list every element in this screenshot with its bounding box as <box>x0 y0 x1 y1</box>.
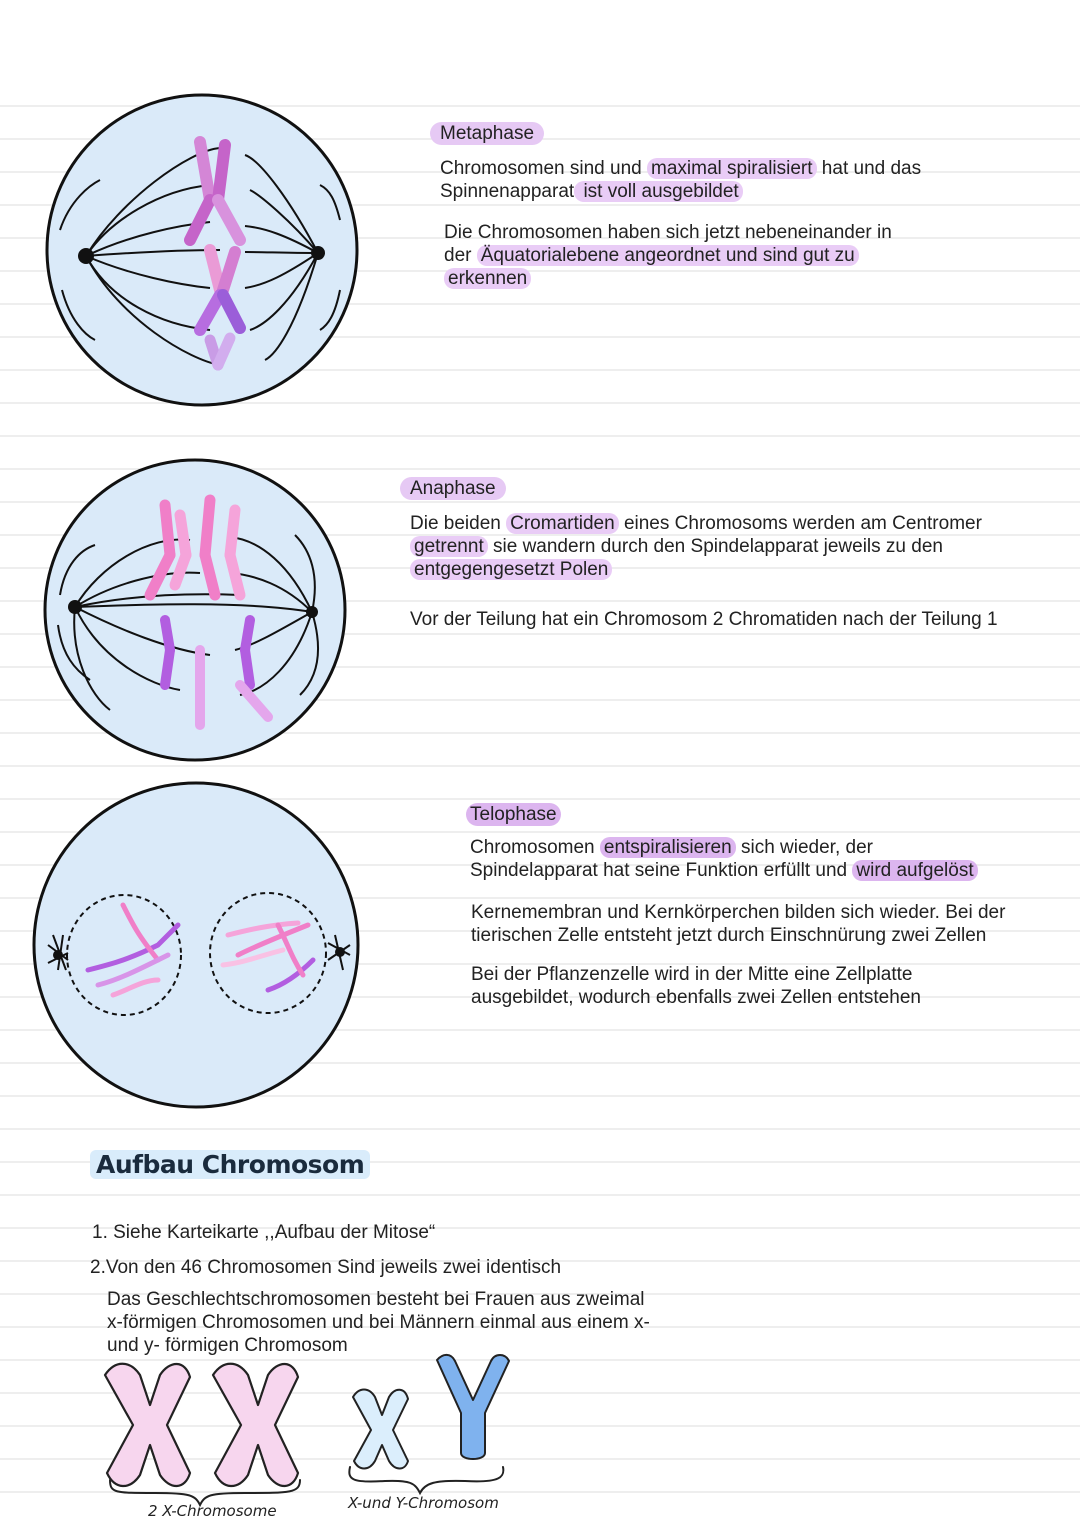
telophase-text-2: Kernemembran und Kernkörperchen bilden sich wieder. Bei der tierischen Zelle entsteht jetzt durch Einschnürung zwei Zellen <box>471 902 1006 946</box>
metaphase-text-1: Chromosomen sind und maximal spiralisiert hat und das Spinnenapparat ist voll ausgebildet <box>440 158 922 202</box>
aufbau-paragraph: Das Geschlechtschromosomen besteht bei Frauen aus zweimal x-förmigen Chromosomen und bei Männern einmal aus einem x- und y- förmigen Chromosom <box>107 1289 650 1356</box>
metaphase-title: Metaphase <box>430 122 544 145</box>
anaphase-text-1: Die beiden Cromartiden eines Chromosoms werden am Centromer getrennt sie wandern durch den Spindelapparat jeweils zu den entgegengesetzt Polen <box>410 513 982 580</box>
aufbau-title: Aufbau Chromosom <box>90 1150 370 1179</box>
telophase-title: Telophase <box>466 803 561 826</box>
telophase-cell-drawing <box>28 785 368 1105</box>
y-chromosome-blue <box>437 1355 509 1459</box>
anaphase-cell-drawing <box>40 455 360 775</box>
caption-x-and-y-chromosome: X-und Y-Chromosom <box>348 1494 499 1512</box>
metaphase-cell-drawing <box>40 90 370 420</box>
telophase-text-1: Chromosomen entspiralisieren sich wieder, der Spindelapparat hat seine Funktion erfüllt und wird aufgelöst <box>470 836 978 882</box>
metaphase-text-2: Die Chromosomen haben sich jetzt nebeneinander in der Äquatorialebene angeordnet und sind gut zu erkennen <box>444 222 892 289</box>
aufbau-item-1: 1. Siehe Karteikarte ,,Aufbau der Mitose“ <box>92 1222 436 1243</box>
caption-two-x-chromosomes: 2 X-Chromosome <box>148 1502 277 1520</box>
x-chromosome-pink-1 <box>105 1364 190 1486</box>
anaphase-title: Anaphase <box>400 477 506 500</box>
anaphase-text-2: Vor der Teilung hat ein Chromosom 2 Chromatiden nach der Teilung 1 <box>410 609 998 630</box>
aufbau-item-2: 2.Von den 46 Chromosomen Sind jeweils zwei identisch <box>90 1257 562 1278</box>
x-chromosome-blue <box>353 1390 408 1469</box>
telophase-text-3: Bei der Pflanzenzelle wird in der Mitte eine Zellplatte ausgebildet, wodurch ebenfalls zwei Zellen entstehen <box>471 964 921 1008</box>
x-chromosome-pink-2 <box>213 1364 298 1486</box>
